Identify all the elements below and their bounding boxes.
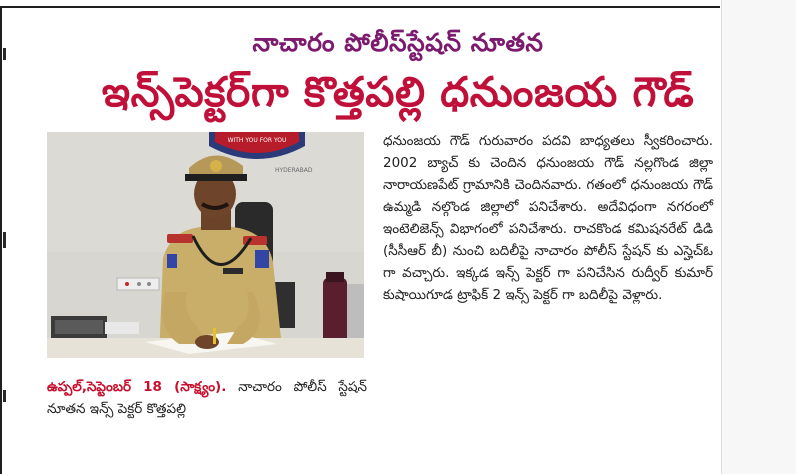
emblem-text: WITH YOU FOR YOU — [227, 137, 287, 144]
dateline: ఉప్పల్,సెప్టెంబర్ 18 (సాక్ష్యం). — [47, 379, 227, 395]
column-edge-mark — [3, 232, 6, 248]
article-body: ధనుంజయ గౌడ్ గురువారం పదవి బాధ్యతలు స్వీకరించారు. 2002 బ్యాచ్ కు చెందిన ధనుంజయ గౌడ్ నల్లగొండ జిల్లా నారాయణపేట్ గ్రామానికి చెందినవారు. గతంలో ధనుంజయ గౌడ్ ఉమ్మడి నల్గొండ జిల్లాలో పనిచేశారు. అదేవిధంగా నగరంలో ఇంటెలిజెన్స్ విభాగంలో పనిచేశారు. రాచకొండ కమిషనరేట్ డిడి (సీసీఆర్ బీ) నుంచి బదిలీపై నాచారం పోలీస్ స్టేషన్ కు ఎస్హెచ్ఓ గా వచ్చారు. ఇక్కడ ఇన్స్ పెక్టర్ గా పనిచేసిన రుద్వీర్ కుమార్ కుషాయిగూడ ట్రాఫిక్ 2 ఇన్స్ పెక్టర్ గా బదిలీపై వెళ్లారు. — [383, 133, 713, 303]
inspector-photo — [47, 132, 364, 358]
wall-sign: HYDERABAD — [275, 167, 313, 174]
main-headline: ఇన్స్‌పెక్టర్‌గా కొత్తపల్లి ధనుంజయ గౌడ్ — [101, 68, 695, 116]
top-rule — [0, 6, 720, 8]
kicker-headline: నాచారం పోలీస్‌స్టేషన్ నూతన — [252, 28, 544, 57]
lead-text: నాచారం పోలీస్ స్టేషన్ నూతన ఇన్స్ పెక్టర్ కొత్తపల్లి — [47, 379, 367, 417]
column-edge-mark — [3, 390, 6, 402]
byline-paragraph — [47, 376, 367, 420]
